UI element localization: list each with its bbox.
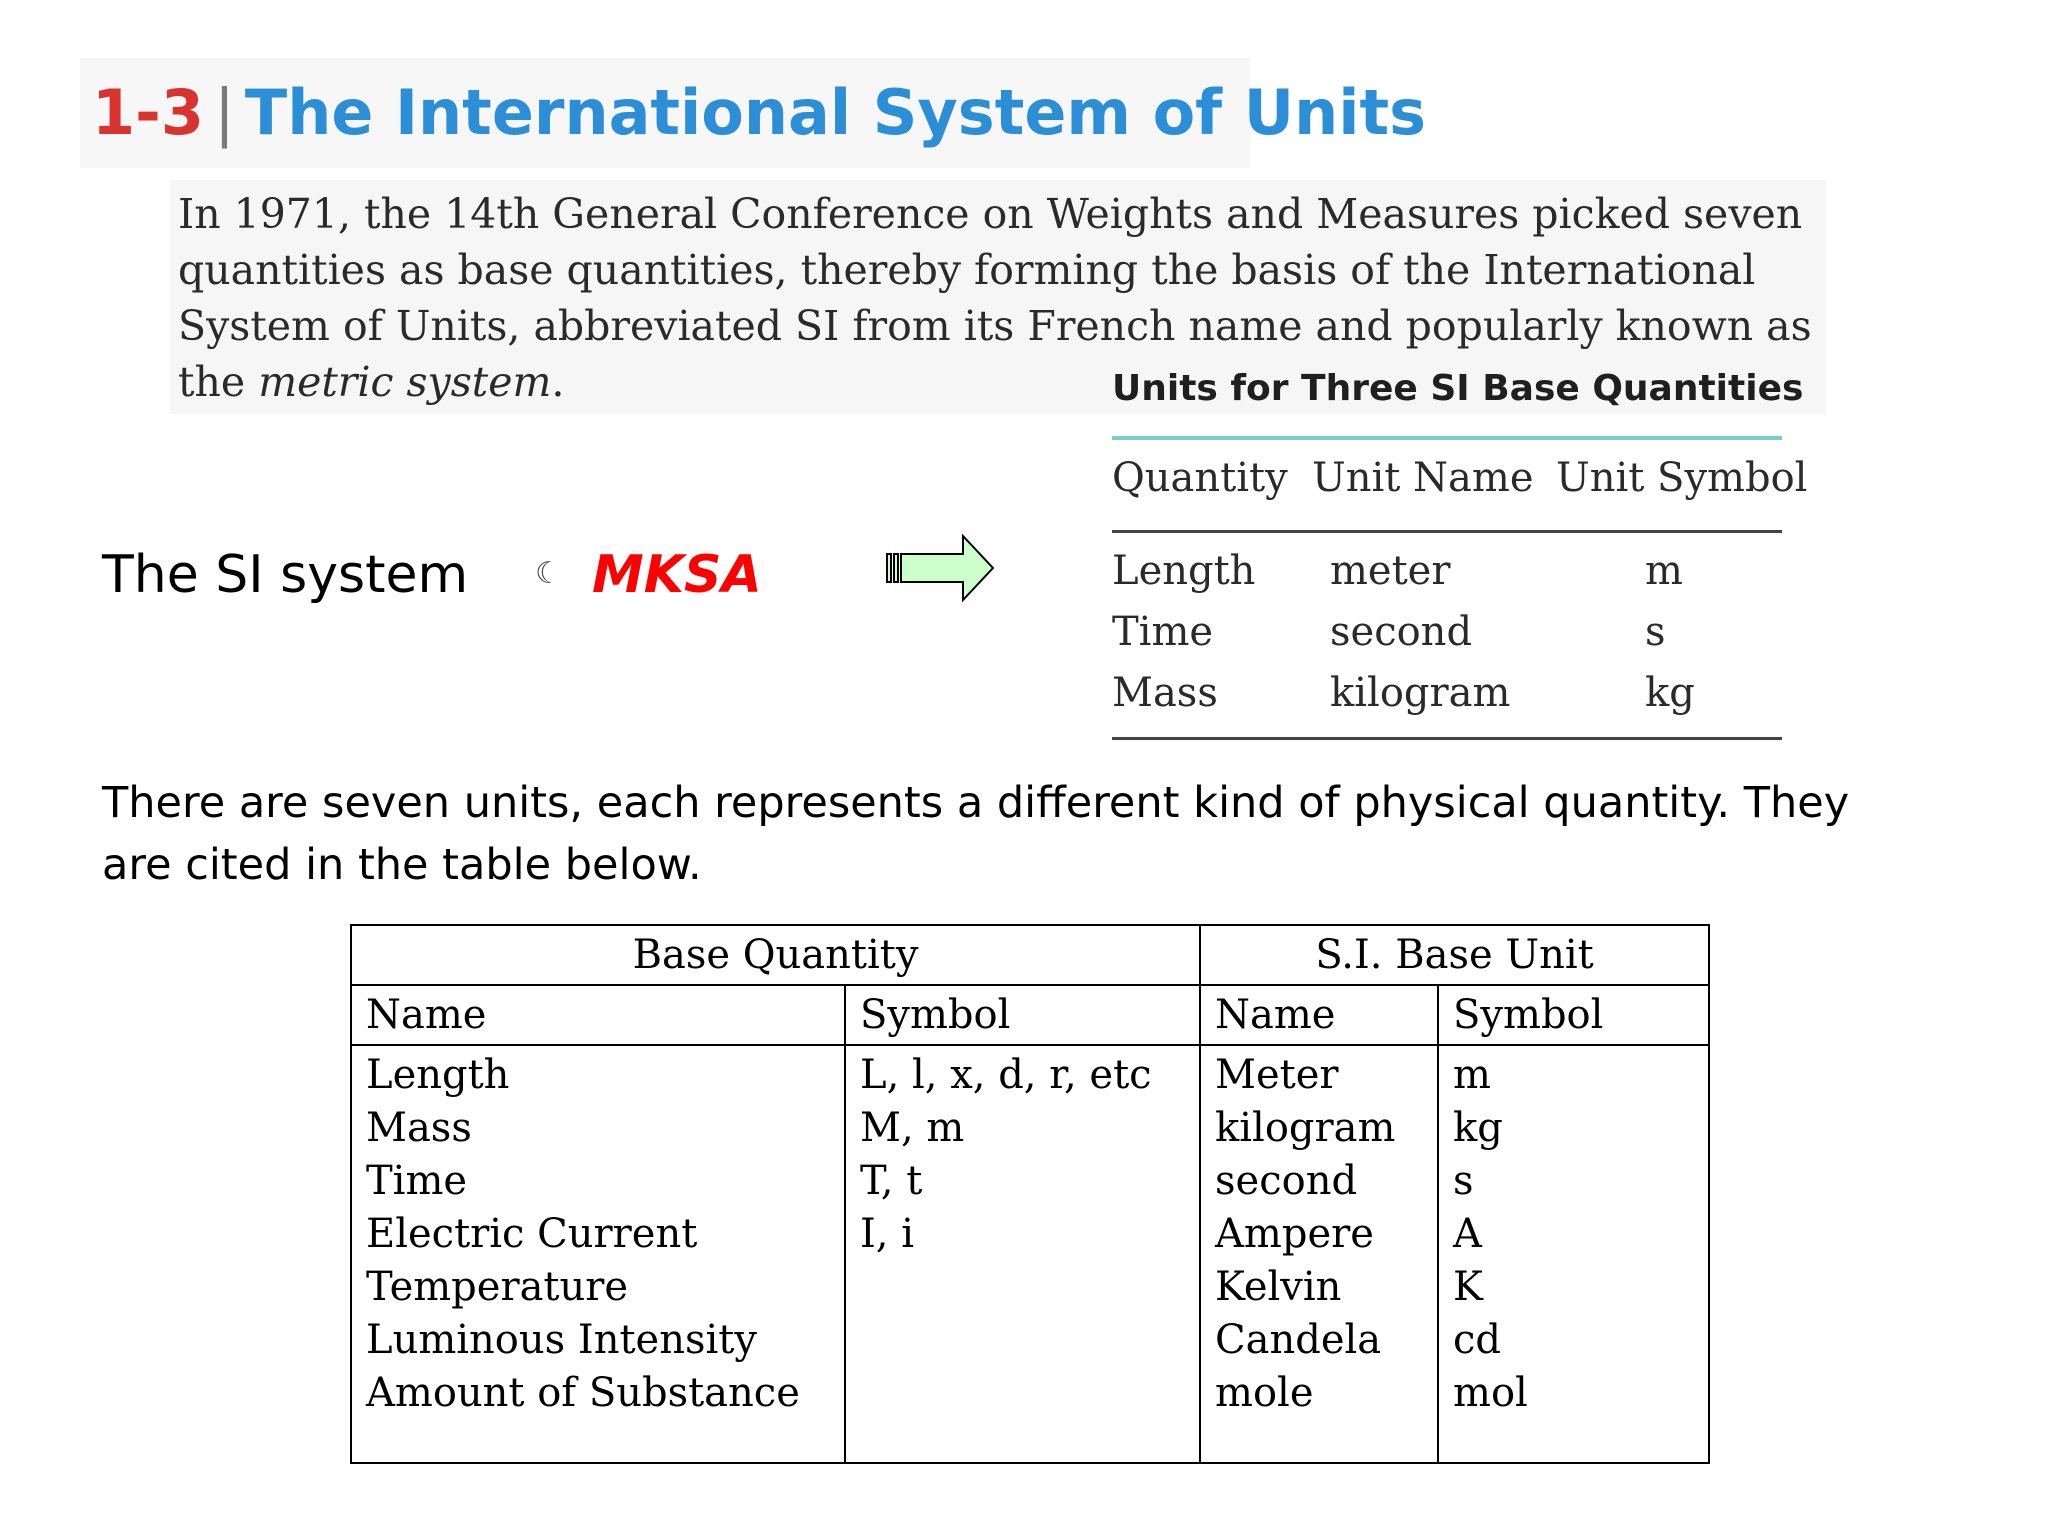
crescent-icon: ☾ — [535, 556, 562, 591]
quantity-name: Temperature — [366, 1264, 629, 1310]
quantity-name: Amount of Substance — [366, 1370, 800, 1416]
small-table-cell: m — [1645, 548, 1683, 594]
small-table-header-rule — [1112, 530, 1782, 533]
sub-header-quantity-symbol: Symbol — [845, 985, 1200, 1045]
unit-name: mole — [1215, 1370, 1314, 1416]
small-table-cell: s — [1645, 609, 1666, 655]
unit-symbol: s — [1453, 1158, 1474, 1204]
unit-symbol: kg — [1453, 1105, 1503, 1151]
quantity-symbol: T, t — [860, 1158, 923, 1204]
small-table-cell: Mass — [1112, 670, 1218, 716]
quantity-symbol: I, i — [860, 1211, 915, 1257]
small-table-cell: second — [1330, 609, 1473, 655]
small-table-cell: kg — [1645, 670, 1695, 716]
unit-name: Kelvin — [1215, 1264, 1342, 1310]
unit-symbol: A — [1453, 1211, 1482, 1257]
mksa-acronym: MKSA — [592, 545, 762, 605]
quantity-symbols-cell — [845, 1045, 1200, 1463]
section-number: 1-3 — [92, 76, 205, 149]
si-base-units-table — [350, 924, 1710, 1464]
unit-name: second — [1215, 1158, 1358, 1204]
quantity-symbol: M, m — [860, 1105, 965, 1151]
unit-name: Ampere — [1215, 1211, 1374, 1257]
table-body-row — [351, 1045, 1709, 1463]
small-table-cell: meter — [1330, 548, 1451, 594]
intro-line-suffix: . — [551, 358, 565, 406]
unit-symbol: m — [1453, 1052, 1491, 1098]
group-header-base-quantity: Base Quantity — [351, 925, 1200, 985]
sub-header-quantity-name: Name — [351, 985, 845, 1045]
intro-line: System of Units, abbreviated SI from its French name and popularly known as — [178, 302, 1812, 350]
intro-line-prefix: the — [178, 358, 259, 406]
unit-name: Candela — [1215, 1317, 1382, 1363]
intro-line: quantities as base quantities, thereby forming the basis of the International — [178, 246, 1756, 294]
small-table-header: Quantity — [1112, 455, 1288, 501]
section-heading — [80, 58, 1426, 168]
unit-name: Meter — [1215, 1052, 1339, 1098]
quantity-name: Electric Current — [366, 1211, 698, 1257]
small-table-cell: kilogram — [1330, 670, 1511, 716]
group-header-si-base-unit: S.I. Base Unit — [1200, 925, 1709, 985]
quantity-name: Length — [366, 1052, 510, 1098]
right-arrow-icon — [886, 532, 996, 604]
quantity-name: Mass — [366, 1105, 472, 1151]
small-table-top-rule — [1112, 436, 1782, 440]
unit-symbols-cell — [1438, 1045, 1709, 1463]
table-sub-header-row — [351, 985, 1709, 1045]
table-group-header-row — [351, 925, 1709, 985]
sub-header-unit-symbol: Symbol — [1438, 985, 1709, 1045]
description-text: There are seven units, each represents a different kind of physical quantity. They are cited in the table below. — [102, 778, 1850, 890]
section-title: The International System of Units — [244, 76, 1426, 149]
quantity-symbol: L, l, x, d, r, etc — [860, 1052, 1152, 1098]
quantity-name: Luminous Intensity — [366, 1317, 757, 1363]
unit-symbol: K — [1453, 1264, 1483, 1310]
small-table-title: Units for Three SI Base Quantities — [1112, 368, 1804, 409]
small-table-header: Unit Symbol — [1556, 455, 1808, 501]
small-table-cell: Time — [1112, 609, 1214, 655]
unit-symbol: cd — [1453, 1317, 1502, 1363]
small-table-header: Unit Name — [1312, 455, 1534, 501]
heading-separator: | — [214, 76, 235, 149]
intro-line: In 1971, the 14th General Conference on Weights and Measures picked seven — [178, 190, 1803, 238]
small-table-bottom-rule — [1112, 737, 1782, 740]
unit-name: kilogram — [1215, 1105, 1396, 1151]
unit-names-cell — [1200, 1045, 1438, 1463]
quantity-name: Time — [366, 1158, 468, 1204]
si-system-label: The SI system — [102, 545, 469, 605]
quantity-names-cell — [351, 1045, 845, 1463]
intro-emphasis: metric system — [258, 358, 552, 406]
sub-header-unit-name: Name — [1200, 985, 1438, 1045]
small-table-cell: Length — [1112, 548, 1256, 594]
unit-symbol: mol — [1453, 1370, 1528, 1416]
